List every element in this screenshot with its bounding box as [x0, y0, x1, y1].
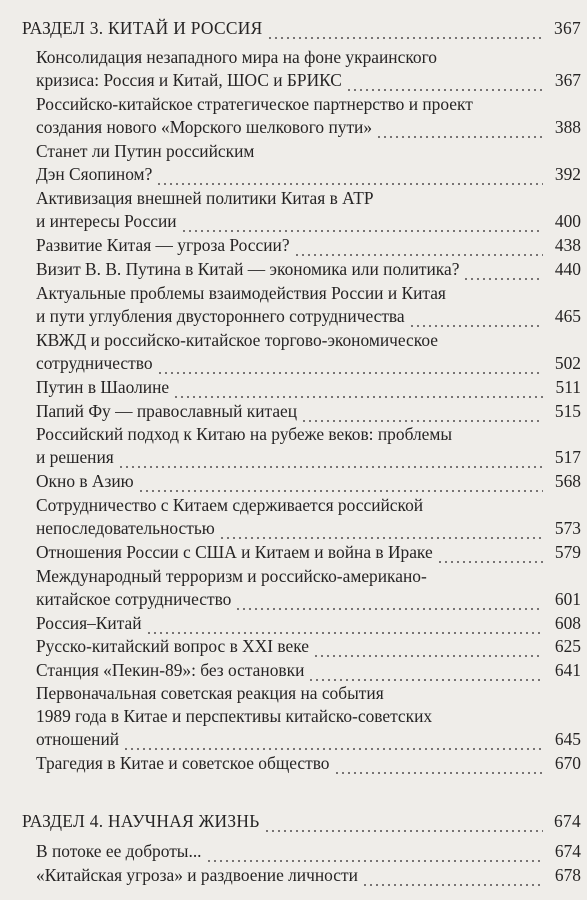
dot-leader	[267, 20, 543, 40]
dot-leader	[123, 731, 543, 751]
entry-title-line: Россия–Китай	[36, 613, 142, 633]
toc-entry	[36, 494, 587, 540]
dot-leader	[157, 355, 543, 375]
page-number: 438	[554, 235, 581, 255]
toc-entry	[36, 140, 587, 186]
entry-title-line: отношений	[36, 729, 120, 749]
entry-title-line: Станет ли Путин российским	[36, 141, 255, 161]
entry-title-line: Первоначальная советская реакция на события	[36, 683, 384, 703]
toc-entry	[36, 470, 587, 493]
section-title: РАЗДЕЛ 4. НАУЧНАЯ ЖИЗНЬ	[22, 811, 260, 831]
dot-leader	[219, 520, 543, 540]
entry-title-line: Российско-китайское стратегическое партнерство и проект	[36, 94, 473, 114]
dot-leader	[138, 473, 543, 493]
entry-title-line: 1989 года в Китае и перспективы китайско-советских	[36, 706, 433, 726]
section-heading	[22, 810, 587, 833]
page-number: 517	[554, 447, 581, 467]
entry-title-line: Окно в Азию	[36, 471, 134, 491]
dot-leader	[156, 166, 543, 186]
entry-title-line: непоследовательностью	[36, 518, 215, 538]
toc-entry	[36, 93, 587, 139]
toc-entry	[36, 682, 587, 751]
page-number: 367	[554, 18, 581, 38]
dot-leader	[362, 867, 543, 887]
entry-title-line: и решения	[36, 447, 114, 467]
entry-title-line: Визит В. В. Путина в Китай — экономика или политика?	[36, 259, 460, 279]
dot-leader	[409, 308, 543, 328]
entry-title-line: китайское сотрудничество	[36, 589, 232, 609]
page-number: 674	[554, 841, 581, 861]
dot-leader	[308, 662, 543, 682]
dot-leader	[118, 449, 543, 469]
page-number: 465	[554, 306, 581, 326]
toc-entry	[36, 234, 587, 257]
entry-title-line: Российский подход к Китаю на рубеже веков: проблемы	[36, 424, 453, 444]
entry-title-line: Дэн Сяопином?	[36, 164, 153, 184]
dot-leader	[346, 72, 543, 92]
entry-title-line: В потоке ее доброты...	[36, 841, 202, 861]
toc-entry	[36, 752, 587, 775]
page-number: 511	[555, 377, 581, 397]
dot-leader	[264, 813, 543, 833]
page-number: 367	[554, 70, 581, 90]
toc-entry	[36, 46, 587, 92]
entry-title-line: Отношения России с США и Китаем и война в Ираке	[36, 542, 433, 562]
dot-leader	[334, 755, 544, 775]
dot-leader	[301, 403, 543, 423]
toc-entry	[36, 400, 587, 423]
page-number: 502	[554, 353, 581, 373]
toc-entry	[36, 329, 587, 375]
entry-title-line: КВЖД и российско-китайское торгово-экономическое	[36, 330, 438, 350]
entry-title-line: кризиса: Россия и Китай, ШОС и БРИКС	[36, 70, 342, 90]
page-number: 515	[554, 401, 581, 421]
page-number: 641	[554, 660, 581, 680]
toc-entry	[36, 864, 587, 887]
entry-title-line: Международный терроризм и российско-американо-	[36, 566, 427, 586]
page-number: 388	[554, 117, 581, 137]
entry-title-line: создания нового «Морского шелкового пути»	[36, 117, 373, 137]
entry-title-line: сотрудничество	[36, 353, 153, 373]
entry-title-line: и пути углубления двустороннего сотрудничества	[36, 306, 405, 326]
entry-title-line: «Китайская угроза» и раздвоение личности	[36, 865, 358, 885]
toc-entry	[36, 187, 587, 233]
page-number: 440	[554, 259, 581, 279]
page-number: 670	[554, 753, 581, 773]
entry-title-line: Трагедия в Китае и советское общество	[36, 753, 330, 773]
dot-leader	[146, 615, 543, 635]
page-number: 674	[554, 811, 581, 831]
section-heading	[22, 17, 587, 40]
dot-leader	[235, 591, 543, 611]
entry-title-line: Развитие Китая — угроза России?	[36, 235, 290, 255]
entry-title-line: и интересы России	[36, 211, 177, 231]
toc-entry	[36, 258, 587, 281]
toc-entry	[36, 635, 587, 658]
toc-entry	[36, 541, 587, 564]
toc-entry	[36, 840, 587, 863]
toc-entry	[36, 282, 587, 328]
page-number: 400	[554, 211, 581, 231]
entry-title-line: Активизация внешней политики Китая в АТР	[36, 188, 374, 208]
entry-title-line: Станция «Пекин-89»: без остановки	[36, 660, 305, 680]
entry-title-line: Консолидация незападного мира на фоне украинского	[36, 47, 437, 67]
dot-leader	[181, 213, 543, 233]
entry-title-line: Сотрудничество с Китаем сдерживается российской	[36, 495, 424, 515]
dot-leader	[206, 843, 543, 863]
dot-leader	[294, 237, 543, 257]
entry-title-line: Папий Фу — православный китаец	[36, 401, 298, 421]
toc-entry	[36, 612, 587, 635]
dot-leader	[437, 544, 543, 564]
toc-entry	[36, 376, 587, 399]
dot-leader	[463, 261, 543, 281]
page-number: 678	[554, 865, 581, 885]
page-number: 625	[554, 636, 581, 656]
toc-entry	[36, 659, 587, 682]
page-number: 645	[554, 729, 581, 749]
entry-title-line: Путин в Шаолине	[36, 377, 170, 397]
entry-title-line: Актуальные проблемы взаимодействия России и Китая	[36, 283, 446, 303]
dot-leader	[173, 379, 543, 399]
page-number: 568	[554, 471, 581, 491]
toc-entry	[36, 423, 587, 469]
dot-leader	[313, 638, 543, 658]
page-number: 573	[554, 518, 581, 538]
section-title: РАЗДЕЛ 3. КИТАЙ И РОССИЯ	[22, 18, 263, 38]
page-number: 608	[554, 613, 581, 633]
page-number: 601	[554, 589, 581, 609]
page-number: 392	[554, 164, 581, 184]
dot-leader	[376, 119, 543, 139]
entry-title-line: Русско-китайский вопрос в XXI веке	[36, 636, 309, 656]
page-number: 579	[554, 542, 581, 562]
toc-entry	[36, 565, 587, 611]
